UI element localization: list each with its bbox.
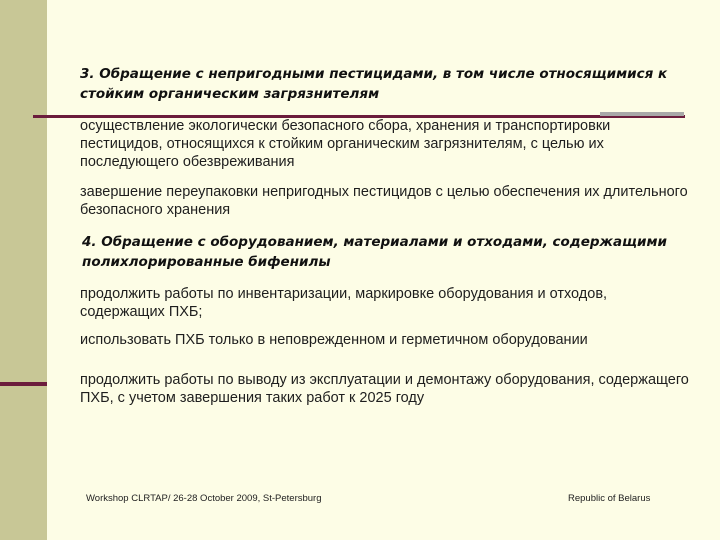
footer-event: Workshop CLRTAP/ 26-28 October 2009, St-Petersburg (86, 493, 322, 504)
section-3-item-1: осуществление экологически безопасного сбора, хранения и транспортировки пестицидов, относящихся к стойким органическим загрязнителям, с целью их последующего обезвреживания (80, 118, 611, 170)
section-3-heading: 3. Обращение с непригодными пестицидами, в том числе относящимися к стойким органическим загрязнителям (80, 66, 668, 102)
section-4-item-3: продолжить работы по выводу из эксплуатации и демонтажу оборудования, содержащего ПХБ, с учетом завершения таких работ к 2025 году (80, 372, 689, 406)
section-4-heading: 4. Обращение с оборудованием, материалами и отходами, содержащими полихлорированные бифенилы (82, 234, 667, 270)
sidebar-divider (0, 382, 47, 386)
left-sidebar-bar (0, 0, 47, 540)
footer-country: Republic of Belarus (568, 493, 651, 504)
section-3-item-2: завершение переупаковки непригодных пестицидов с целью обеспечения их длительного безопасного хранения (80, 184, 688, 218)
section-4-item-2: использовать ПХБ только в неповрежденном и герметичном оборудовании (80, 332, 588, 348)
section-divider-shadow (600, 112, 684, 116)
section-4-item-1: продолжить работы по инвентаризации, маркировке оборудования и отходов, содержащих ПХБ; (80, 286, 608, 320)
